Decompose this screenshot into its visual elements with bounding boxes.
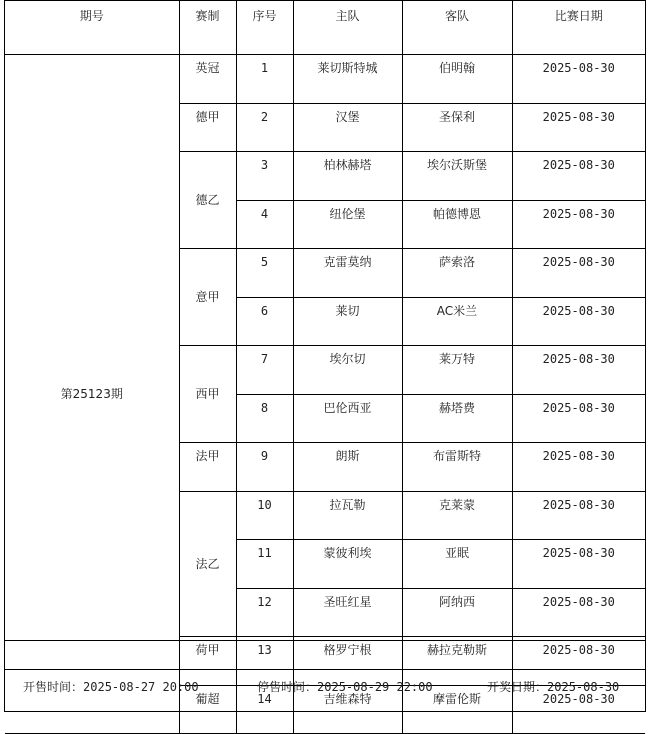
home-team-cell: 朗斯	[293, 443, 402, 492]
away-team-cell: 阿纳西	[402, 588, 512, 637]
date-cell: 2025-08-30	[512, 637, 645, 686]
away-team-cell: 莱万特	[402, 346, 512, 395]
date-cell: 2025-08-30	[512, 588, 645, 637]
num-cell: 9	[236, 443, 293, 492]
date-cell: 2025-08-30	[512, 55, 645, 104]
away-team-cell: 克莱蒙	[402, 491, 512, 540]
table-header-row	[5, 1, 645, 55]
sale-start-label: 开售时间：	[23, 680, 84, 694]
home-team-cell: 巴伦西亚	[293, 394, 402, 443]
home-team-cell: 拉瓦勒	[293, 491, 402, 540]
away-team-cell: 亚眠	[402, 540, 512, 589]
away-team-cell: 圣保利	[402, 103, 512, 152]
header-away: 客队	[402, 1, 512, 55]
sale-end-label: 停售时间：	[257, 680, 318, 694]
num-cell: 8	[236, 394, 293, 443]
home-team-cell: 克雷莫纳	[293, 249, 402, 298]
league-cell: 法甲	[179, 443, 236, 492]
away-team-cell: 布雷斯特	[402, 443, 512, 492]
sale-info-footer	[5, 670, 645, 712]
league-cell: 德甲	[179, 103, 236, 152]
away-team-cell: 赫塔费	[402, 394, 512, 443]
sale-start	[23, 678, 199, 695]
league-cell: 法乙	[179, 491, 236, 637]
header-league: 赛制	[179, 1, 236, 55]
away-team-cell: 摩雷伦斯	[402, 685, 512, 734]
num-cell: 10	[236, 491, 293, 540]
num-cell: 6	[236, 297, 293, 346]
num-cell: 1	[236, 55, 293, 104]
date-cell: 2025-08-30	[512, 200, 645, 249]
home-team-cell: 莱切斯特城	[293, 55, 402, 104]
home-team-cell: 纽伦堡	[293, 200, 402, 249]
home-team-cell: 柏林赫塔	[293, 152, 402, 201]
away-team-cell: 萨索洛	[402, 249, 512, 298]
match-table	[5, 1, 645, 734]
home-team-cell: 蒙彼利埃	[293, 540, 402, 589]
away-team-cell: 伯明翰	[402, 55, 512, 104]
num-cell: 12	[236, 588, 293, 637]
sale-end	[257, 678, 433, 695]
league-cell: 荷甲	[179, 637, 236, 686]
date-cell: 2025-08-30	[512, 346, 645, 395]
home-team-cell: 莱切	[293, 297, 402, 346]
lottery-schedule-sheet	[4, 0, 646, 712]
num-cell: 14	[236, 685, 293, 734]
num-cell: 13	[236, 637, 293, 686]
league-cell: 德乙	[179, 152, 236, 249]
num-cell: 7	[236, 346, 293, 395]
league-cell: 意甲	[179, 249, 236, 346]
home-team-cell: 圣旺红星	[293, 588, 402, 637]
header-period: 期号	[5, 1, 179, 55]
date-cell: 2025-08-30	[512, 249, 645, 298]
header-num: 序号	[236, 1, 293, 55]
date-cell: 2025-08-30	[512, 103, 645, 152]
table-row	[5, 55, 645, 104]
blank-row	[5, 640, 645, 670]
date-cell: 2025-08-30	[512, 152, 645, 201]
date-cell: 2025-08-30	[512, 685, 645, 734]
date-cell: 2025-08-30	[512, 491, 645, 540]
date-cell: 2025-08-30	[512, 540, 645, 589]
date-cell: 2025-08-30	[512, 443, 645, 492]
sale-end-value: 2025-08-29 22:00	[317, 680, 433, 694]
period-cell: 第25123期	[5, 55, 179, 734]
draw-date	[487, 678, 619, 695]
league-cell: 西甲	[179, 346, 236, 443]
away-team-cell: 帕德博恩	[402, 200, 512, 249]
header-home: 主队	[293, 1, 402, 55]
date-cell: 2025-08-30	[512, 394, 645, 443]
home-team-cell: 格罗宁根	[293, 637, 402, 686]
num-cell: 11	[236, 540, 293, 589]
away-team-cell: AC米兰	[402, 297, 512, 346]
away-team-cell: 埃尔沃斯堡	[402, 152, 512, 201]
num-cell: 4	[236, 200, 293, 249]
league-cell: 英冠	[179, 55, 236, 104]
league-cell: 葡超	[179, 685, 236, 734]
header-date: 比赛日期	[512, 1, 645, 55]
home-team-cell: 吉维森特	[293, 685, 402, 734]
draw-date-value: 2025-08-30	[547, 680, 620, 694]
num-cell: 3	[236, 152, 293, 201]
num-cell: 2	[236, 103, 293, 152]
sale-start-value: 2025-08-27 20:00	[83, 680, 199, 694]
num-cell: 5	[236, 249, 293, 298]
home-team-cell: 汉堡	[293, 103, 402, 152]
home-team-cell: 埃尔切	[293, 346, 402, 395]
away-team-cell: 赫拉克勒斯	[402, 637, 512, 686]
date-cell: 2025-08-30	[512, 297, 645, 346]
draw-date-label: 开奖日期：	[487, 680, 548, 694]
